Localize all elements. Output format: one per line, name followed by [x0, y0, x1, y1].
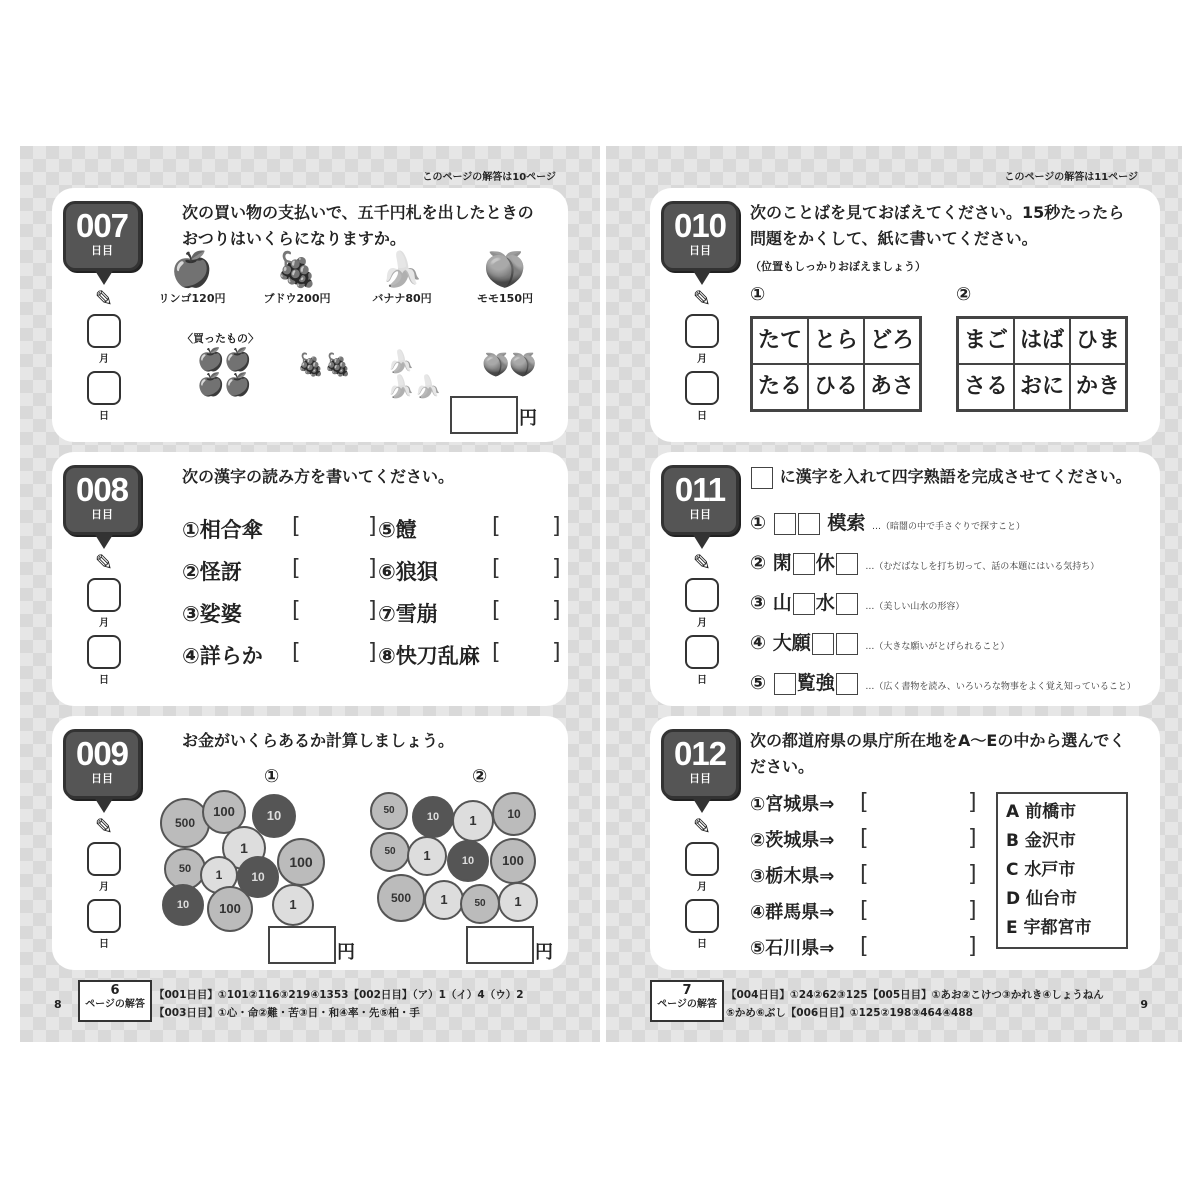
- coin-icon: 50: [370, 832, 410, 872]
- month-field[interactable]: [685, 842, 719, 876]
- fruit-peach: 🍑 モモ150円: [460, 250, 550, 306]
- banana-icon: 🍌 🍌🍌: [387, 350, 442, 400]
- question-card-010: 010 日目 ✎ 月 日 次のことばを見ておぼえてください。15秒たったら問題をかくして、紙に書いてください。 （位置もしっかりおぼえましょう） ① ② たて とら どろ たる ひる あさ まご はば ひま さる おに かき: [650, 188, 1160, 442]
- coin-icon: 1: [200, 856, 238, 894]
- peach-icon: 🍑: [483, 250, 527, 290]
- idiom-row-5: ⑤ 覧強 …（広く書物を読み、いろいろな物事をよく覚え知っていること）: [750, 672, 1136, 694]
- answer-box-1[interactable]: [268, 926, 336, 964]
- coin-icon: 100: [490, 838, 536, 884]
- coin-icon: 50: [164, 848, 206, 890]
- coin-icon: 10: [412, 796, 454, 838]
- coin-icon: 1: [272, 884, 314, 926]
- pencil-icon: ✎: [692, 551, 712, 576]
- day-field[interactable]: [87, 635, 121, 669]
- idiom-row-2: ② 閑 休 …（むだばなしを打ち切って、話の本題にはいる気持ち）: [750, 552, 1100, 574]
- left-page: [20, 146, 600, 1042]
- date-entry: ✎ 月 日: [86, 816, 122, 956]
- date-entry: ✎ 月 日: [684, 552, 720, 692]
- peach-icon: 🍑🍑: [482, 353, 537, 378]
- fruit-grape: 🍇 ブドウ200円: [252, 250, 342, 306]
- day-badge: 009 日目: [63, 729, 141, 799]
- day-badge: 011 日目: [661, 465, 739, 535]
- day-badge: 007 日目: [63, 201, 141, 271]
- coin-icon: 10: [162, 884, 204, 926]
- date-entry: ✎ 月 日: [684, 816, 720, 956]
- page-number: 9: [1140, 998, 1148, 1011]
- answer-tab: 6 ページの解答: [78, 980, 152, 1022]
- date-entry: ✎ 月 日: [86, 288, 122, 428]
- question-text: に漢字を入れて四字熟語を完成させてください。: [750, 464, 1132, 490]
- day-field[interactable]: [685, 899, 719, 933]
- answer-footer: 【004日目】①24②62③125【005日目】①あお②こけつ③かれき④しょうねん ⑤かめ⑥ぶし【006日目】①125②198③464④488: [726, 989, 1104, 1019]
- coin-icon: 10: [447, 840, 489, 882]
- question-card-007: 007 日目 ✎ 月 日 次の買い物の支払いで、五千円札を出したときのおつりはいくらになりますか。 🍎 リンゴ120円 🍇 ブドウ200円 🍌 バナナ80円 🍑 モモ150円 〈買ったもの〉 🍎🍎 🍎🍎 🍇🍇 🍌 🍌🍌 🍑🍑 円: [52, 188, 568, 442]
- banana-icon: 🍌: [380, 250, 424, 290]
- coin-icon: 1: [407, 836, 447, 876]
- day-field[interactable]: [685, 371, 719, 405]
- month-field[interactable]: [685, 578, 719, 612]
- coin-icon: 50: [370, 792, 408, 830]
- answer-note: このページの解答は10ページ: [422, 172, 556, 183]
- day-field[interactable]: [685, 635, 719, 669]
- page-number: 8: [54, 998, 62, 1011]
- month-field[interactable]: [87, 842, 121, 876]
- coin-icon: 1: [222, 826, 266, 870]
- day-badge: 010 日目: [661, 201, 739, 271]
- bought-label: 〈買ったもの〉: [182, 332, 259, 345]
- day-field[interactable]: [87, 371, 121, 405]
- month-field[interactable]: [685, 314, 719, 348]
- answer-box-2[interactable]: [466, 926, 534, 964]
- day-badge: 012 日目: [661, 729, 739, 799]
- coin-icon: 500: [377, 874, 425, 922]
- month-field[interactable]: [87, 314, 121, 348]
- word-grid-2: まご はば ひま さる おに かき: [956, 316, 1128, 412]
- question-card-008: 008 日目 ✎ 月 日 次の漢字の読み方を書いてください。 ①相合傘 ②怪訝 ③娑婆 ④詳らか [ ] [ ] [ ] [ ] ⑤饐 ⑥狼狽 ⑦雪崩 ⑧快刀乱麻 [ ] [ ] [ ] [ ]: [52, 452, 568, 706]
- pencil-icon: ✎: [692, 815, 712, 840]
- pencil-icon: ✎: [692, 287, 712, 312]
- coin-icon: 10: [492, 792, 536, 836]
- pencil-icon: ✎: [94, 287, 114, 312]
- date-entry: ✎ 月 日: [684, 288, 720, 428]
- coin-icon: 1: [424, 880, 464, 920]
- coin-icon: 1: [498, 882, 538, 922]
- answer-tab: 7 ページの解答: [650, 980, 724, 1022]
- answer-note: このページの解答は11ページ: [1004, 172, 1138, 183]
- question-text: 次のことばを見ておぼえてください。15秒たったら問題をかくして、紙に書いてください。 （位置もしっかりおぼえましょう）: [750, 203, 1125, 273]
- grape-icon: 🍇🍇: [297, 353, 352, 378]
- choices-box: A 前橋市 B 金沢市 C 水戸市 D 仙台市 E 宇都宮市: [996, 792, 1128, 949]
- month-field[interactable]: [87, 578, 121, 612]
- apple-icon: 🍎🍎 🍎🍎: [197, 348, 252, 398]
- coin-icon: 10: [252, 794, 296, 838]
- idiom-row-3: ③ 山 水 …（美しい山水の形容）: [750, 592, 965, 614]
- word-grid-1: たて とら どろ たる ひる あさ: [750, 316, 922, 412]
- coin-icon: 50: [460, 884, 500, 924]
- idiom-row-4: ④ 大願 …（大きな願いがとげられること）: [750, 632, 1010, 654]
- date-entry: ✎ 月 日: [86, 552, 122, 692]
- answer-box[interactable]: [450, 396, 518, 434]
- question-text: お金がいくらあるか計算しましょう。: [182, 731, 455, 750]
- coin-icon: 100: [207, 886, 253, 932]
- question-card-011: [650, 452, 1160, 706]
- coin-icon: 1: [452, 800, 494, 842]
- fruit-banana: 🍌 バナナ80円: [357, 250, 447, 306]
- day-field[interactable]: [87, 899, 121, 933]
- question-text: 次の買い物の支払いで、五千円札を出したときのおつりはいくらになりますか。: [182, 203, 534, 248]
- day-badge: 008 日目: [63, 465, 141, 535]
- question-card-009: 009 日目 ✎ 月 日 お金がいくらあるか計算しましょう。 ① ② 500 100 10 1 100 50 1 10 10 100 1 50 10 1 10 50 1 10 100 500 1 50 1 円 円: [52, 716, 568, 970]
- right-page: [606, 146, 1182, 1042]
- fruit-apple: 🍎 リンゴ120円: [147, 250, 237, 306]
- pencil-icon: ✎: [94, 551, 114, 576]
- idiom-row-1: ① 模索 …（暗闇の中で手さぐりで探すこと）: [750, 512, 1025, 534]
- coin-icon: 100: [277, 838, 325, 886]
- question-text: 次の漢字の読み方を書いてください。: [182, 467, 455, 486]
- coin-icon: 100: [202, 790, 246, 834]
- coin-icon: 500: [160, 798, 210, 848]
- pencil-icon: ✎: [94, 815, 114, 840]
- question-text: 次の都道府県の県庁所在地をA～Eの中から選んでください。: [750, 731, 1126, 776]
- apple-icon: 🍎: [170, 250, 214, 290]
- grape-icon: 🍇: [275, 250, 319, 290]
- question-card-012: 012 日目 ✎ 月 日 次の都道府県の県庁所在地をA～Eの中から選んでください。 ①宮城県⇒ ②茨城県⇒ ③栃木県⇒ ④群馬県⇒ ⑤石川県⇒ [ ] [ ] [ ] [ ] [ ] A 前橋市 B 金沢市 C 水戸市 D 仙台市 E 宇都宮市: [650, 716, 1160, 970]
- coin-icon: 10: [237, 856, 279, 898]
- answer-footer: 【001日目】①101②116③219④1353【002日目】（ア）1（イ）4（ウ）2 【003日目】①心・命②難・苦③日・和④率・先⑤柏・手: [154, 989, 524, 1019]
